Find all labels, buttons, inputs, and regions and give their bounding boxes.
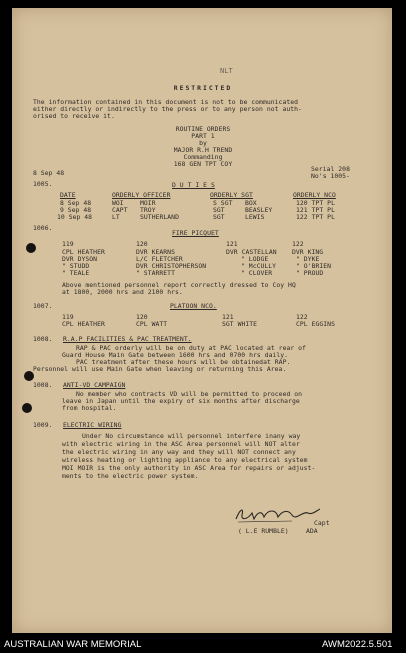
- order-date: 8 Sep 48: [33, 169, 65, 177]
- duty-officer-rank: WOI: [112, 199, 124, 207]
- vd-line-2: leave in Japan until the expiry of six months after discharge: [62, 397, 300, 405]
- duty-nco: 121 TPT PL: [296, 206, 335, 214]
- classification-heading: RESTRICTED: [173, 84, 233, 92]
- duty-sgt: BEASLEY: [245, 206, 273, 214]
- signature-name: ( L.E RUMBLE): [238, 527, 289, 535]
- signature-suffix: ADA: [306, 527, 318, 535]
- signature-rank: Capt: [314, 519, 330, 527]
- col-date: DATE: [60, 191, 76, 199]
- duty-sgt-rank: S SGT: [213, 199, 233, 207]
- electric-line-3: the electric wiring in any way and they will NOT connect any: [62, 448, 296, 456]
- title-by: by: [199, 139, 207, 147]
- warning-line-3: orised to receive it.: [33, 112, 115, 120]
- footer-accession: AWM2022.5.501: [322, 639, 393, 650]
- picquet-121: " LODGE: [241, 255, 269, 263]
- order-serial: Serial 208: [311, 165, 350, 173]
- duty-sgt-rank: SGT: [213, 213, 225, 221]
- picquet-122: " PROUD: [296, 269, 324, 277]
- rap-line-3: PAC treatment after these hours will be obtainedat RAP.: [76, 358, 291, 366]
- title-routine-orders: ROUTINE ORDERS: [175, 125, 231, 133]
- picquet-120: L/C FLETCHER: [136, 255, 183, 263]
- punch-hole-1: [26, 243, 36, 253]
- warning-line-1: The information contained in this document is not to be communicated: [33, 98, 299, 106]
- rap-line-4: Personnel will use Main Gate when leaving or returning this Area.: [33, 365, 287, 373]
- picquet-122: " O'BRIEN: [296, 262, 332, 270]
- duty-sgt: BOX: [245, 199, 257, 207]
- electric-line-4: wireless heating or lighting appliance to any electrical system: [62, 456, 308, 464]
- nco-col: 119: [62, 313, 74, 321]
- nco-name: SGT WHITE: [222, 320, 258, 328]
- duty-officer: SUTHERLAND: [140, 213, 179, 221]
- col-orderly-officer: ORDERLY OFFICER: [112, 191, 171, 199]
- duty-date: 10 Sep 48: [57, 213, 93, 221]
- electric-line-6: ments to the electric power system.: [62, 472, 199, 480]
- title-commander: MAJOR R.H TREND: [173, 146, 233, 154]
- nco-name: CPL WATT: [136, 320, 168, 328]
- picquet-122: DVR KING: [292, 248, 324, 256]
- section-heading-platoon-nco: PLATOON NCO.: [170, 302, 217, 310]
- vd-line-1: No member who contracts VD will be permitted to proceed on: [76, 390, 303, 398]
- col-121: 121: [226, 240, 238, 248]
- title-part: PART 1: [191, 132, 215, 140]
- warning-line-2: either directly or indirectly to the press or to any person not auth-: [33, 105, 302, 113]
- col-120: 120: [136, 240, 148, 248]
- nco-col: 121: [222, 313, 234, 321]
- picquet-120: " STARRETT: [136, 269, 175, 277]
- picquet-note-1: Above mentioned personnel report correctly dressed to Coy HQ: [62, 281, 296, 289]
- section-heading-fire-picquet: FIRE PICQUET: [172, 229, 219, 237]
- order-numbers: No's 1005-: [311, 172, 350, 180]
- picquet-120: DVR KEARNS: [136, 248, 175, 256]
- section-number-1009: 1009.: [33, 421, 53, 429]
- rap-line-2: Guard House Main Gate between 1600 hrs and 0700 hrs daily.: [62, 351, 289, 359]
- section-number-1008: 1008.: [33, 335, 53, 343]
- picquet-119: DVR DYSON: [62, 255, 98, 263]
- rap-line-1: RAP & PAC orderly will be on duty at PAC located at rear of: [76, 344, 306, 352]
- nco-col: 120: [136, 313, 148, 321]
- title-unit: 168 GEN TPT COY: [173, 160, 233, 168]
- picquet-119: CPL HEATHER: [62, 248, 105, 256]
- col-119: 119: [62, 240, 74, 248]
- vd-line-3: from hospital.: [62, 404, 117, 412]
- col-122: 122: [292, 240, 304, 248]
- picquet-121: " McCULLY: [241, 262, 277, 270]
- title-commanding: Commanding: [183, 153, 223, 161]
- duty-nco: 120 TPT PL: [296, 199, 335, 207]
- footer-bar: [0, 637, 406, 653]
- picquet-note-2: at 1800, 2000 hrs and 2100 hrs.: [62, 288, 183, 296]
- section-number-1007: 1007.: [33, 302, 53, 310]
- col-orderly-nco: ORDERLY NCO: [293, 191, 336, 199]
- duty-officer-rank: LT: [112, 213, 120, 221]
- duty-nco: 122 TPT PL: [296, 213, 335, 221]
- section-number-1005: 1005.: [33, 180, 53, 188]
- footer-credit: AUSTRALIAN WAR MEMORIAL: [4, 639, 142, 650]
- section-heading-duties: D U T I E S: [172, 181, 215, 189]
- duty-sgt-rank: SGT: [213, 206, 225, 214]
- electric-line-5: MOI MOIR is the only authority in ASC Area for repairs or adjust-: [62, 464, 316, 472]
- picquet-119: " STUDD: [62, 262, 90, 270]
- picquet-122: " DYKE: [296, 255, 320, 263]
- duty-officer: MOIR: [140, 199, 156, 207]
- picquet-121: DVR CASTELLAN: [226, 248, 277, 256]
- stamp-mark: NLT: [220, 67, 233, 75]
- nco-name: CPL EGGINS: [296, 320, 335, 328]
- duty-officer: TROY: [140, 206, 156, 214]
- picquet-120: DVR CHRISTOPHERSON: [136, 262, 207, 270]
- section-number-anti-vd: 1008.: [33, 381, 53, 389]
- section-heading-electric: ELECTRIC WIRING: [63, 421, 122, 429]
- section-heading-rap: R.A.P FACILITIES & PAC TREATMENT.: [63, 335, 192, 343]
- electric-line-2: with electric wiring in the ASC Area personnel will NOT alter: [62, 440, 300, 448]
- section-heading-anti-vd: ANTI-VD CAMPAIGN: [63, 381, 126, 389]
- picquet-119: " TEALE: [62, 269, 90, 277]
- picquet-121: " CLOVER: [241, 269, 273, 277]
- electric-line-1: Under No circumstance will personnel interfere inany way: [82, 432, 301, 440]
- nco-col: 122: [296, 313, 308, 321]
- handwritten-signature: [232, 505, 324, 525]
- duty-sgt: LEWIS: [245, 213, 265, 221]
- duty-date: 8 Sep 48: [60, 199, 92, 207]
- duty-officer-rank: CAPT: [112, 206, 128, 214]
- section-number-1006: 1006.: [33, 224, 53, 232]
- col-orderly-sgt: ORDERLY SGT: [210, 191, 253, 199]
- duty-date: 9 Sep 48: [60, 206, 92, 214]
- nco-name: CPL HEATHER: [62, 320, 105, 328]
- punch-hole-3: [22, 403, 32, 413]
